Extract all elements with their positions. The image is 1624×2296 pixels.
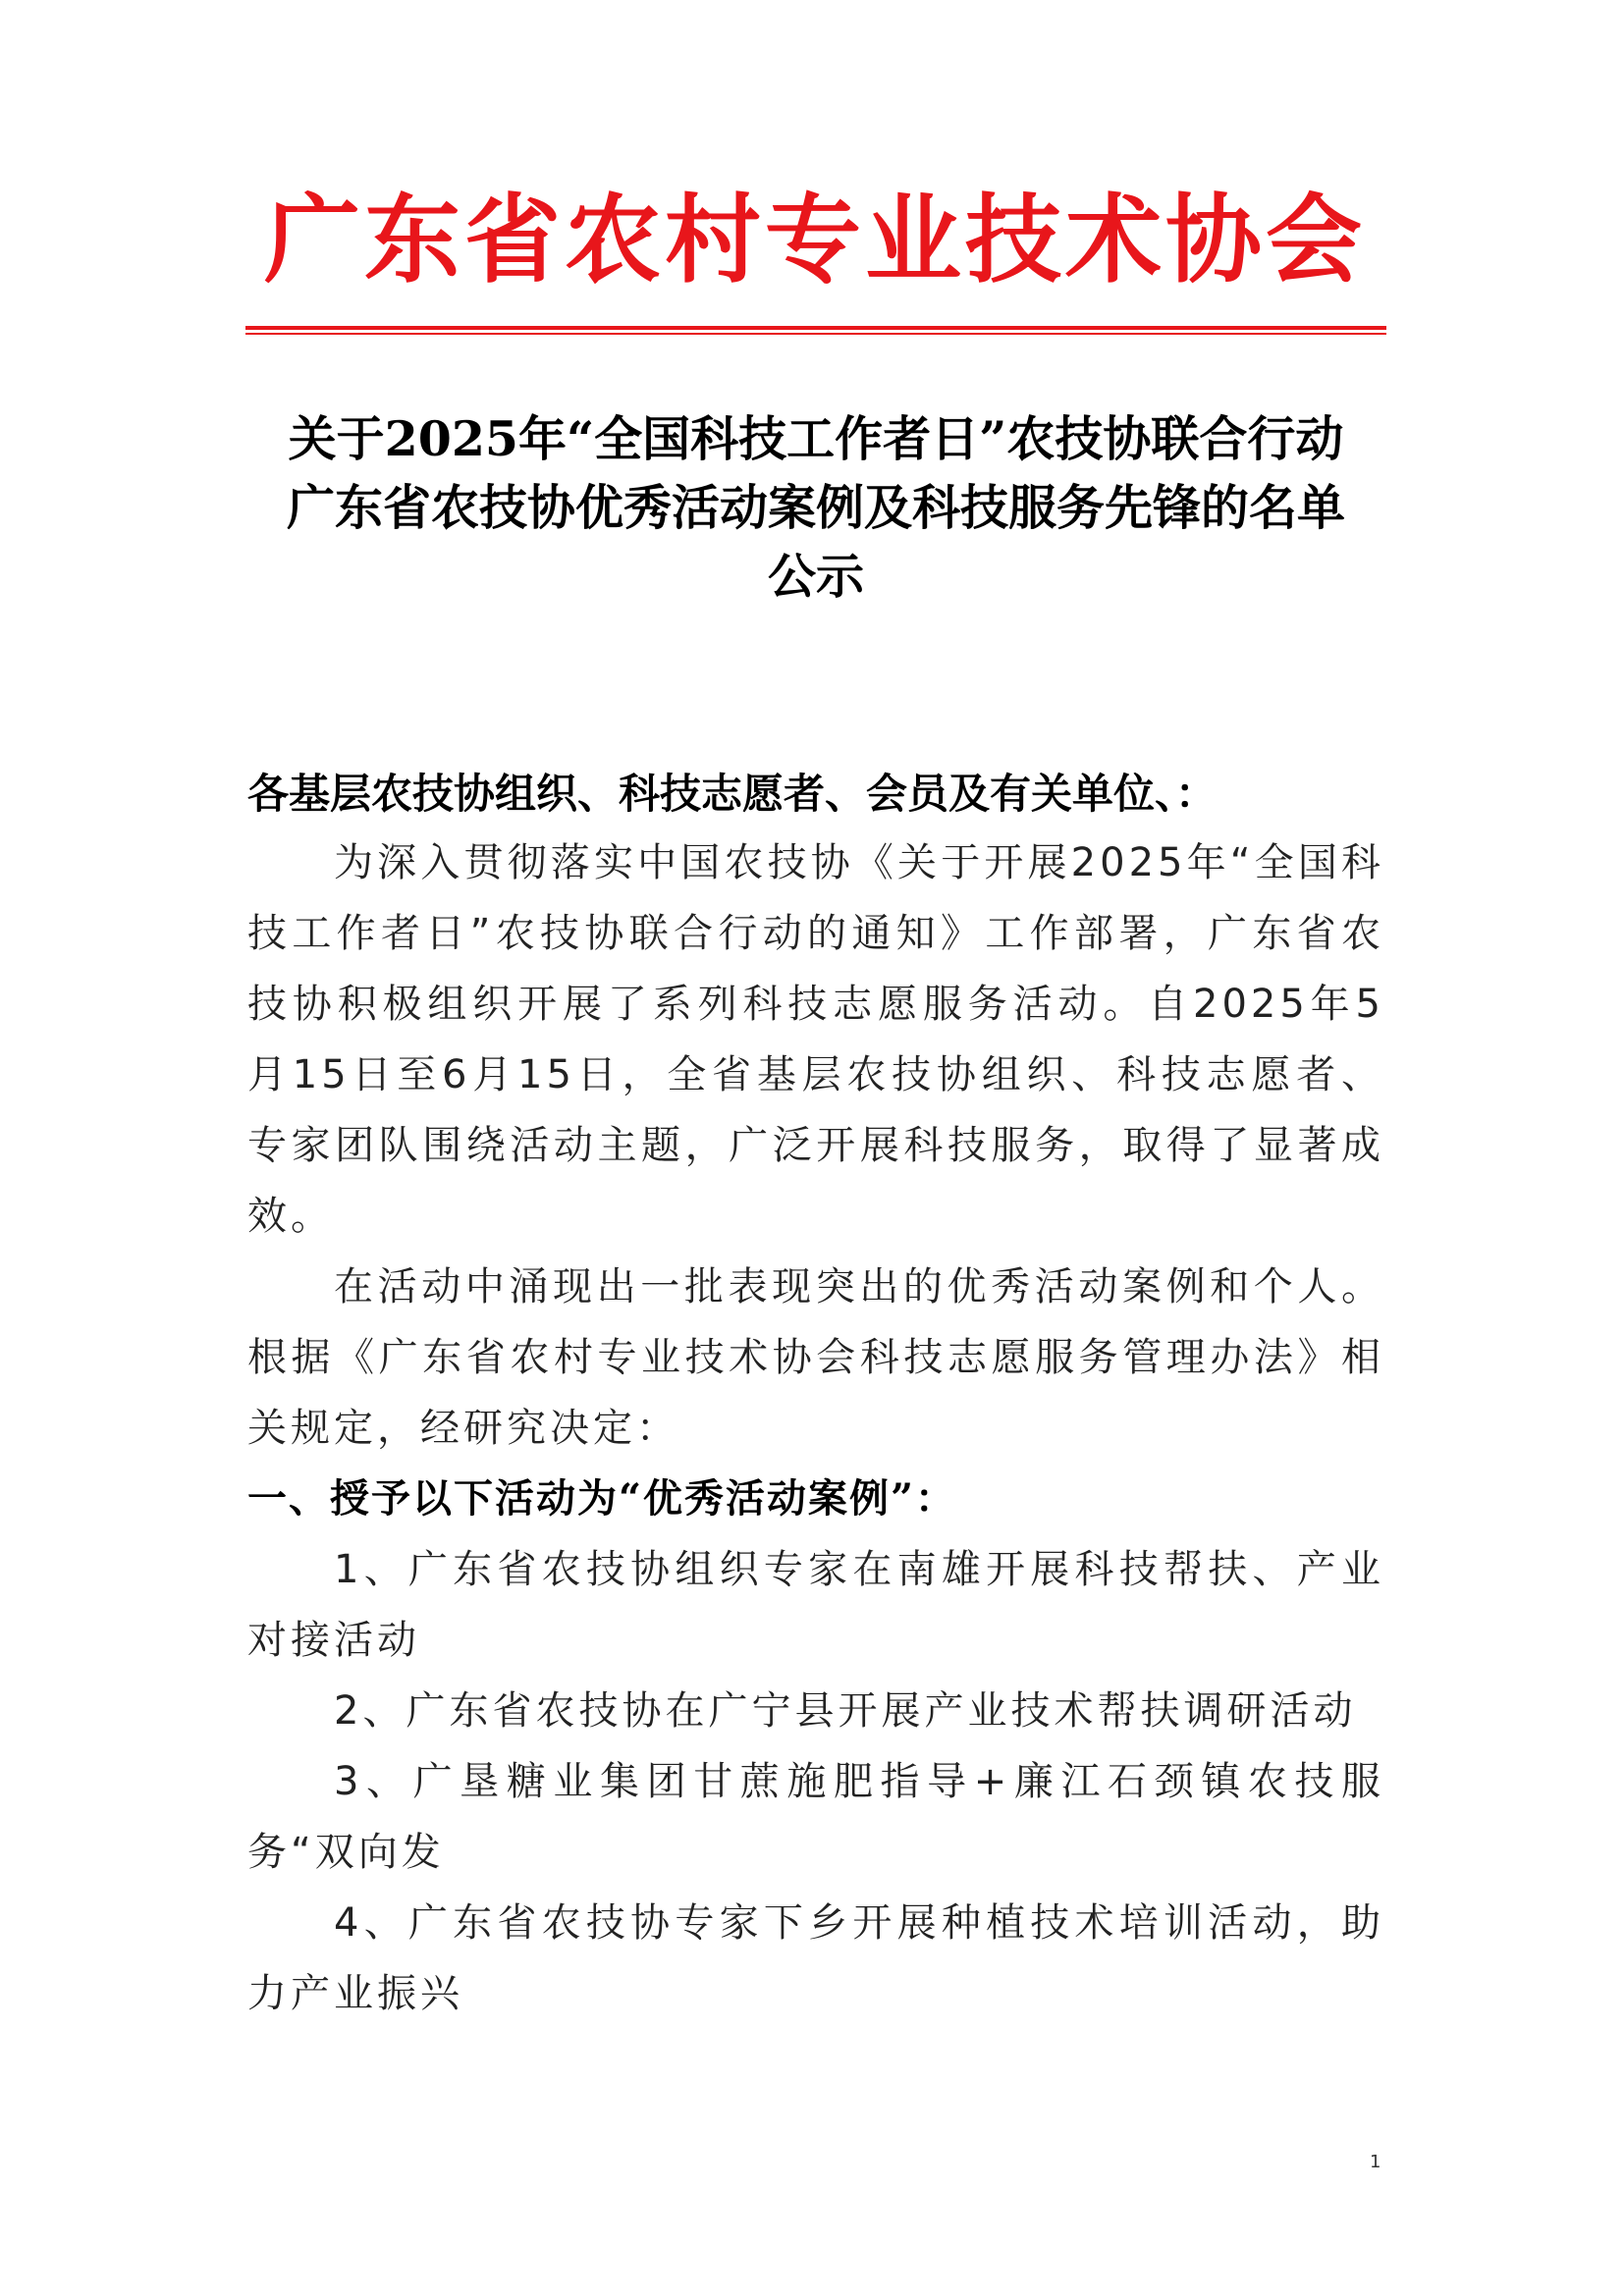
list-item: 4、广东省农技协专家下乡开展种植技术培训活动，助力产业振兴 bbox=[247, 1900, 1384, 2016]
letterhead-org-name: 广东省农村专业技术协会 bbox=[263, 185, 1366, 296]
title-line: 广东省农技协优秀活动案例及科技服务先锋的名单 bbox=[286, 479, 1345, 536]
title-line: 公示 bbox=[767, 548, 864, 605]
body-paragraph: 为深入贯彻落实中国农技协《关于开展2025年“全国科技工作者日”农技协联合行动的通知》工作部署，广东省农技协积极组织开展了系列科技志愿服务活动。自2025年5月15日至6月15日，全省基层农技协组织、科技志愿者、专家团队围绕活动主题，广泛开展科技服务，取得了显著成效。 bbox=[247, 840, 1384, 1239]
letterhead-red-rule bbox=[245, 326, 1386, 330]
list-item: 1、广东省农技协组织专家在南雄开展科技帮扶、产业对接活动 bbox=[247, 1547, 1384, 1663]
section-heading: 一、授予以下活动为“优秀活动案例”： bbox=[247, 1475, 957, 1522]
list-item: 2、广东省农技协在广宁县开展产业技术帮扶调研活动 bbox=[334, 1688, 1357, 1734]
page-number: 1 bbox=[1370, 2152, 1381, 2172]
letterhead-red-rule-thin bbox=[245, 333, 1386, 335]
list-item: 3、广垦糖业集团甘蔗施肥指导+廉江石颈镇农技服务“双向发 bbox=[247, 1759, 1384, 1875]
document-body bbox=[247, 828, 1384, 2029]
title-line: 关于2025年“全国科技工作者日”农技协联合行动 bbox=[288, 410, 1344, 467]
body-paragraph: 在活动中涌现出一批表现突出的优秀活动案例和个人。根据《广东省农村专业技术协会科技志愿服务管理办法》相关规定，经研究决定： bbox=[247, 1264, 1384, 1451]
document-title bbox=[245, 404, 1386, 611]
salutation: 各基层农技协组织、科技志愿者、会员及有关单位、： bbox=[247, 770, 1218, 818]
